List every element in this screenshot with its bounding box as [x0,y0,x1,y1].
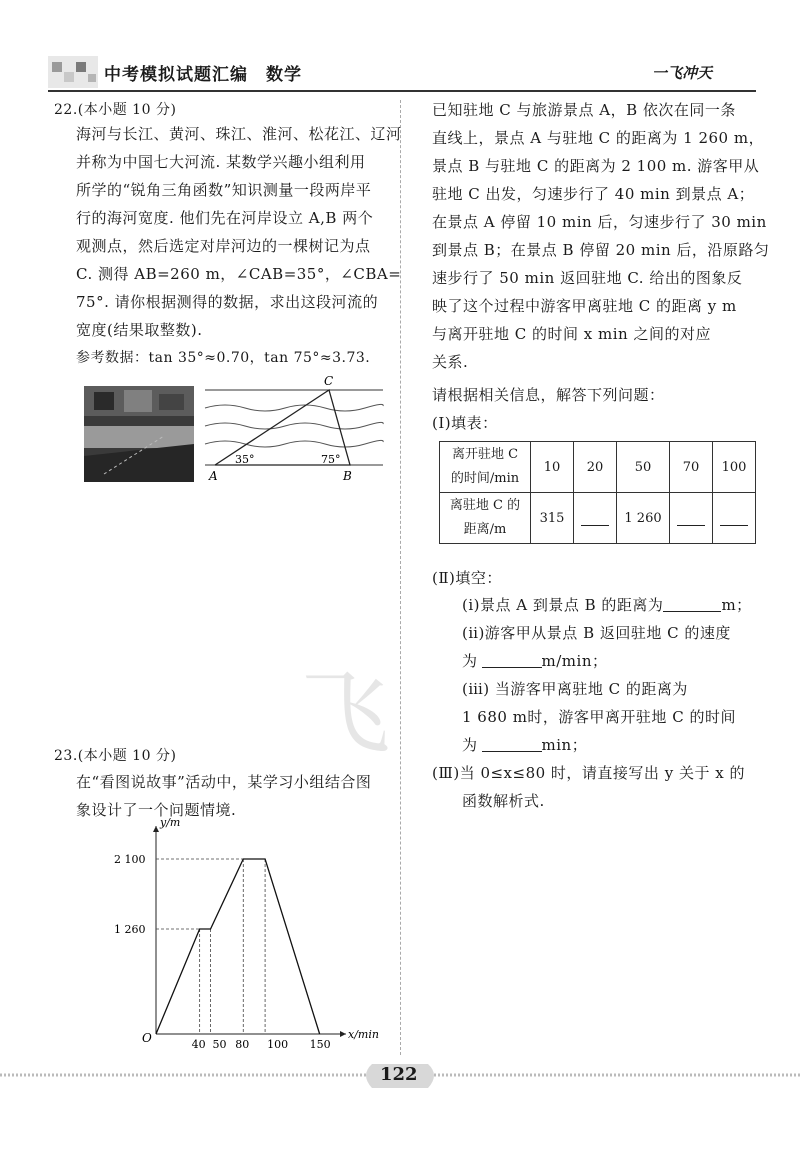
origin-label: O [142,1031,152,1045]
point-b-label: B [343,469,352,483]
sub-ii-text: 为 [462,652,478,670]
y-tick-label: 1 260 [114,923,146,936]
angle-b-label: 75° [321,453,341,466]
x-tick-label: 40 [191,1038,206,1051]
watermark-logo: 飞 [300,661,390,766]
x-tick-label: 80 [235,1038,250,1051]
table-row-header [440,442,531,493]
q22-body [76,120,402,344]
table-header-line: 离驻地 C 的 [449,498,521,513]
point-c-label: C [324,374,334,388]
table-answer-blank[interactable] [574,493,617,544]
q23-right-line: 与离开驻地 C 的时间 x min 之间的对应 [432,325,711,343]
q23-right-line: 景点 B 与驻地 C 的距离为 2 100 m. 游客甲从 [432,157,760,175]
q23-right-line: 速步行了 50 min 返回驻地 C. 给出的图象反 [432,269,743,287]
point-a-label: A [209,469,218,483]
sub-iii-unit: min； [541,736,588,754]
table-header-line: 离开驻地 C [451,447,519,462]
header-brand-logo: 一飞冲天 [652,64,713,82]
table-answer-blank[interactable] [670,493,713,544]
q22-reference: 参考数据：tan 35°≈0.70，tan 75°≈3.73. [76,350,371,366]
table-header-line: 距离/m [463,522,507,537]
table-cell: 20 [574,442,617,493]
q23-right-line: 到景点 B；在景点 B 停留 20 min 后，沿原路匀 [432,241,770,259]
table-row [440,442,756,493]
x-axis-arrow [340,1031,346,1037]
q23-part3-cont: 函数解析式. [462,792,545,810]
q23-right-line: 映了这个过程中游客甲离驻地 C 的距离 y m [432,297,737,315]
y-axis-label: y/m [160,816,181,829]
q23-sub-iii-answer [462,731,587,759]
table-row-header [440,493,531,544]
table-answer-blank[interactable] [713,493,756,544]
table-cell: 315 [531,493,574,544]
x-tick-label: 150 [309,1038,331,1051]
x-tick-label: 50 [212,1038,227,1051]
q23-right-line: 关系. [432,353,469,371]
q23-right-line: 已知驻地 C 与旅游景点 A，B 依次在同一条 [432,101,736,119]
angle-a-label: 35° [235,453,255,466]
q22-line: 并称为中国七大河流. 某数学兴趣小组利用 [76,153,366,171]
table-row [440,493,756,544]
q23-sub-iii: (ⅲ) 当游客甲离驻地 C 的距离为 [462,680,688,698]
q22-line: C. 测得 AB=260 m，∠CAB=35°，∠CBA= [76,265,402,283]
header-rule [48,90,756,92]
q23-sub-ii-cont [462,647,607,675]
q23-right-line: 在景点 A 停留 10 min 后，匀速步行了 30 min [432,213,767,231]
sub-ii-unit: m/min； [541,652,608,670]
header-title: 中考模拟试题汇编 数学 [104,65,302,85]
q23-part3: (Ⅲ)当 0≤x≤80 时，请直接写出 y 关于 x 的 [432,764,745,782]
table-cell: 50 [617,442,670,493]
table-cell: 1 260 [617,493,670,544]
q22-line: 观测点，然后选定对岸河边的一棵树记为点 [76,237,371,255]
q22-line: 海河与长江、黄河、珠江、淮河、松花江、辽河 [76,125,402,143]
q23-sub-ii: (ⅱ)游客甲从景点 B 返回驻地 C 的速度 [462,624,731,642]
q22-line: 行的海河宽度. 他们先在河岸设立 A,B 两个 [76,209,374,227]
fill-in-table [439,441,756,544]
q23-sub-iii-cont: 1 680 m时，游客甲离开驻地 C 的时间 [462,708,736,726]
q22-line: 所学的“锐角三角函数”知识测量一段两岸平 [76,181,372,199]
river-triangle-figure [205,372,385,484]
q23-line: 象设计了一个问题情境. [76,801,237,819]
q23-line: 在“看图说故事”活动中，某学习小组结合图 [76,773,372,791]
table-cell: 70 [670,442,713,493]
answer-blank[interactable] [663,595,721,612]
y-axis-arrow [153,826,159,832]
sub-i-unit: m； [721,596,752,614]
table-cell: 100 [713,442,756,493]
distance-time-graph [110,816,379,1054]
river-photo [84,386,194,482]
q23-part1: (Ⅰ)填表： [432,414,498,432]
sub-iii-text: 为 [462,736,478,754]
y-tick-label: 2 100 [114,853,146,866]
q23-scenario [432,96,769,376]
q23-right-line: 驻地 C 出发，匀速步行了 40 min 到景点 A； [432,185,755,203]
table-cell: 10 [531,442,574,493]
q23-part2: (Ⅱ)填空： [432,569,502,587]
x-axis-label: x/min [348,1028,379,1041]
answer-blank[interactable] [482,651,542,668]
q23-intro [76,768,371,824]
q23-sub-i [462,591,752,619]
q23-prompt: 请根据相关信息，解答下列问题： [432,386,665,404]
sub-i-text: (ⅰ)景点 A 到景点 B 的距离为 [462,596,664,614]
x-tick-label: 100 [267,1038,289,1051]
table-header-line: 的时间/min [450,471,520,486]
q22-heading: 22.(本小题 10 分) [54,102,177,118]
page-number: 122 [380,1064,418,1085]
q22-line: 宽度(结果取整数). [76,321,203,339]
q22-line: 75°. 请你根据测得的数据，求出这段河流的 [76,293,379,311]
answer-blank[interactable] [482,735,542,752]
series-line [156,859,320,1034]
q23-heading: 23.(本小题 10 分) [54,748,177,764]
q23-right-line: 直线上，景点 A 与驻地 C 的距离为 1 260 m， [432,129,765,147]
